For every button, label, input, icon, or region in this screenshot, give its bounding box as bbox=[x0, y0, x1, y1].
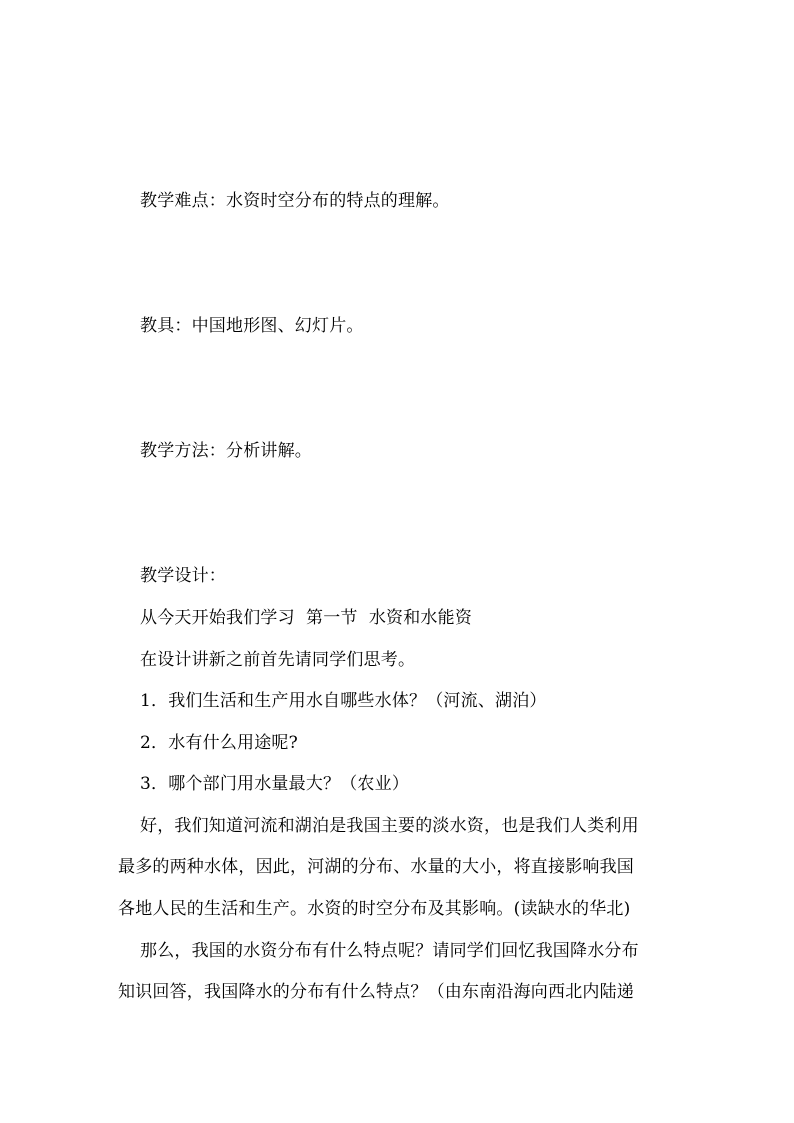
teaching-design-heading: 教学设计： bbox=[140, 566, 226, 586]
question-item: 3．哪个部门用水量最大？（农业） bbox=[140, 774, 410, 794]
paragraph-line: 最多的两种水体，因此，河湖的分布、水量的大小，将直接影响我国 bbox=[118, 857, 634, 877]
teaching-method-line: 教学方法：分析讲解。 bbox=[140, 441, 312, 461]
paragraph-line: 知识回答，我国降水的分布有什么特点？（由东南沿海向西北内陆递 bbox=[118, 982, 634, 1002]
think-line: 在设计讲新之前首先请同学们思考。 bbox=[140, 650, 416, 670]
question-item: 2．水有什么用途呢? bbox=[140, 733, 298, 753]
paragraph-line: 各地人民的生活和生产。水资的时空分布及其影响。(读缺水的华北) bbox=[118, 899, 631, 919]
teaching-tools-line: 教具：中国地形图、幻灯片。 bbox=[140, 316, 364, 336]
teaching-difficulty-line: 教学难点：水资时空分布的特点的理解。 bbox=[140, 191, 450, 211]
paragraph-line: 那么，我国的水资分布有什么特点呢？请同学们回忆我国降水分布 bbox=[140, 941, 639, 961]
question-item: 1．我们生活和生产用水自哪些水体？（河流、湖泊） bbox=[140, 691, 547, 711]
intro-line: 从今天开始我们学习 第一节 水资和水能资 bbox=[140, 608, 473, 628]
paragraph-line: 好，我们知道河流和湖泊是我国主要的淡水资，也是我们人类利用 bbox=[140, 816, 639, 836]
